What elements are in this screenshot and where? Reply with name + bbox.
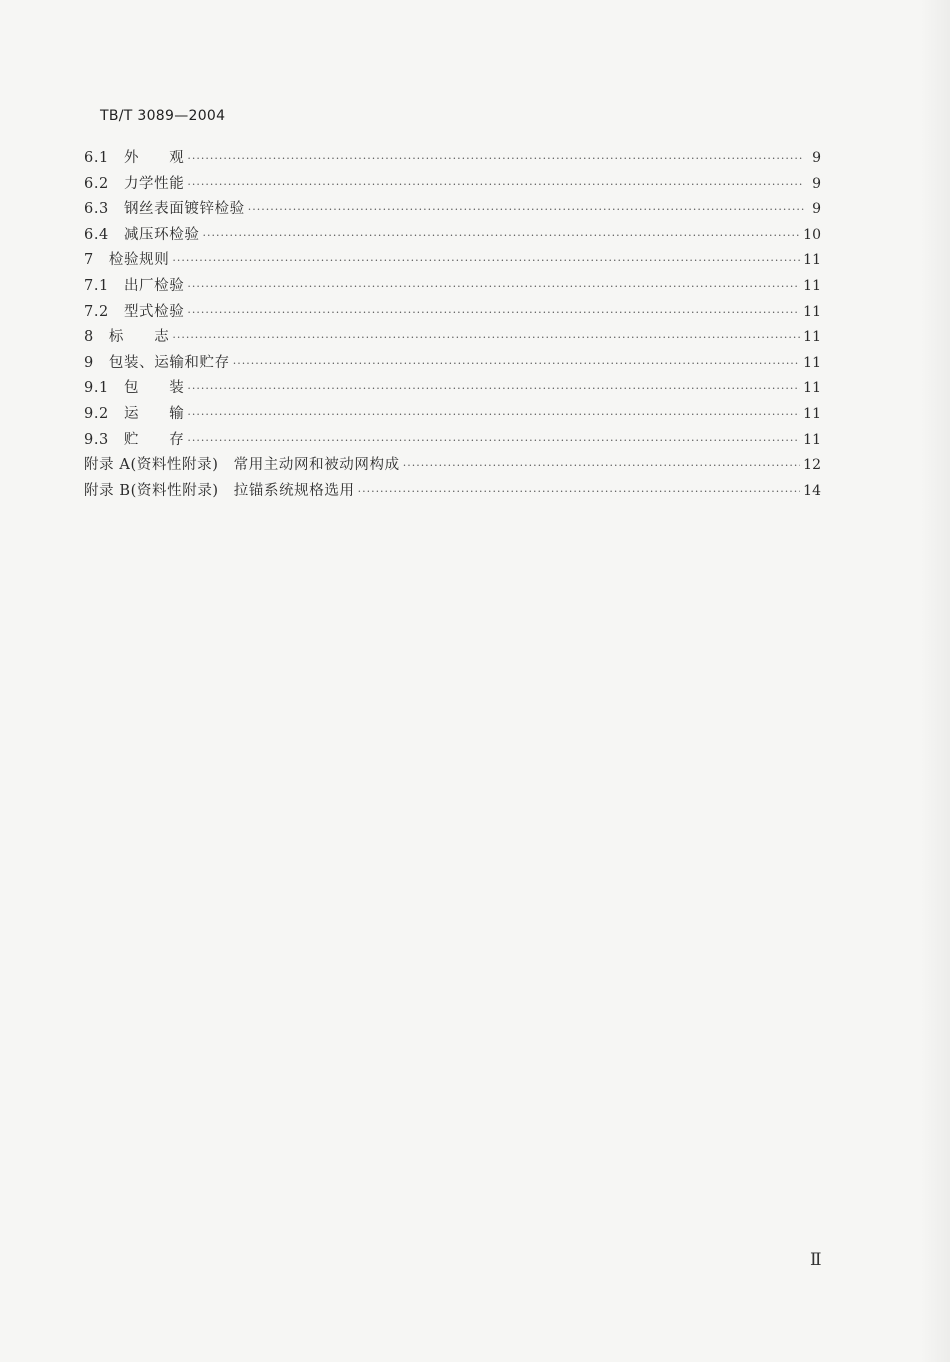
standard-number-header: TB/T 3089—2004 [100,108,226,124]
toc-entry-page: 11 [803,252,821,269]
toc-entry-label: 附录 A(资料性附录) 常用主动网和被动网构成 [84,457,400,474]
toc-leader-dots [187,408,800,421]
toc-entry[interactable] [84,172,821,198]
toc-entry-page: 12 [803,457,821,474]
toc-entry-page: 11 [803,277,821,294]
toc-leader-dots [403,459,800,472]
toc-entry-label: 9.2 运 输 [84,405,185,422]
toc-entry-page: 11 [803,380,821,397]
page-number: Ⅱ [810,1250,822,1270]
toc-leader-dots [187,280,800,293]
toc-entry-label: 6.4 减压环检验 [84,226,200,243]
scan-edge-shadow [920,0,950,1362]
toc-leader-dots [172,331,800,344]
toc-entry[interactable] [84,479,821,505]
toc-leader-dots [358,485,801,498]
toc-entry-page: 11 [803,431,821,448]
toc-entry-page: 9 [812,201,821,218]
toc-entry-label: 7.2 型式检验 [84,303,185,320]
toc-entry[interactable] [84,197,821,223]
toc-leader-dots [187,434,800,447]
toc-entry-label: 附录 B(资料性附录) 拉锚系统规格选用 [84,482,355,499]
toc-leader-dots [187,382,800,395]
toc-leader-dots [187,152,804,165]
toc-leader-dots [172,254,800,267]
toc-entry[interactable] [84,402,821,428]
toc-entry[interactable] [84,351,821,377]
toc-leader-dots [248,203,804,216]
toc-entry-page: 11 [803,329,821,346]
toc-entry[interactable] [84,146,821,172]
toc-entry-label: 6.1 外 观 [84,150,185,166]
toc-entry-label: 7.1 出厂检验 [84,277,185,294]
toc-entry[interactable] [84,428,821,454]
toc-entry-label: 8 标 志 [84,329,170,346]
toc-leader-dots [187,306,800,319]
toc-entry-page: 11 [803,303,821,320]
toc-entry[interactable] [84,376,821,402]
toc-entry-page: 9 [812,150,821,166]
toc-entry-label: 6.2 力学性能 [84,175,185,192]
toc-entry-label: 9.1 包 装 [84,380,185,397]
table-of-contents [84,146,821,504]
toc-entry[interactable] [84,248,821,274]
toc-leader-dots [187,178,804,191]
toc-leader-dots [233,357,800,370]
toc-entry[interactable] [84,325,821,351]
toc-entry-label: 9.3 贮 存 [84,431,185,448]
toc-entry-page: 11 [803,354,821,371]
toc-entry[interactable] [84,223,821,249]
toc-entry-page: 9 [812,175,821,192]
toc-entry-page: 10 [803,226,821,243]
toc-entry-label: 6.3 钢丝表面镀锌检验 [84,201,245,218]
toc-entry[interactable] [84,274,821,300]
toc-entry-label: 9 包装、运输和贮存 [84,354,230,371]
toc-entry[interactable] [84,453,821,479]
toc-entry-page: 11 [803,405,821,422]
toc-entry-page: 14 [803,482,821,499]
toc-leader-dots [202,229,800,242]
toc-entry[interactable] [84,300,821,326]
toc-entry-label: 7 检验规则 [84,252,170,269]
